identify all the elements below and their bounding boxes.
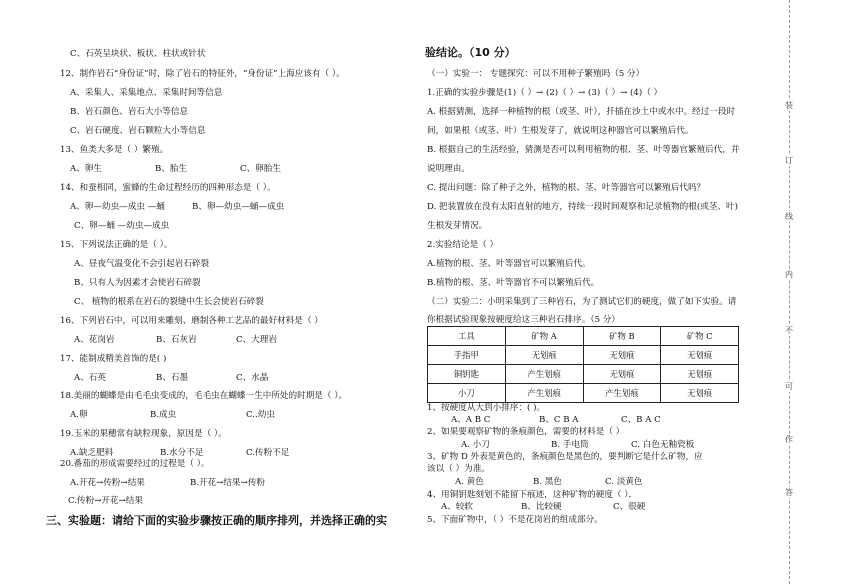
q19-option-c: C.传粉不足 — [246, 448, 290, 458]
q13-option-c: C、卵胎生 — [240, 164, 281, 174]
s4-option-c: C、很硬 — [613, 502, 646, 512]
step-d-line2: 生根发芽情况。 — [427, 221, 488, 231]
s2-option-b: B. 手电筒 — [551, 440, 589, 450]
step-b-line2: 说明理由。 — [427, 164, 470, 174]
table-cell: 产生划痕 — [505, 365, 583, 384]
q14-option-c: C、卵—蛹 —幼虫—成虫 — [74, 221, 170, 231]
s3-option-c: C. 淡黄色 — [605, 477, 643, 487]
step-a-line2: 间，如果根（或茎、叶）生根发芽了，就说明这种器官可以繁殖后代。 — [427, 126, 694, 136]
q19-option-a: A.缺乏肥料 — [70, 448, 114, 458]
q20-question: 20.番茄的形成需要经过的过程是（ ）。 — [60, 459, 210, 469]
table-header-cell: 矿物 A — [505, 327, 583, 346]
binding-char: 答 — [785, 488, 793, 497]
table-cell: 产生划痕 — [583, 384, 661, 403]
q12-option-a: A、采集人、采集地点、采集时间等信息 — [70, 88, 223, 98]
table-cell: 无划痕 — [661, 346, 739, 365]
q20-option-c: C.传粉→开花→结果 — [68, 496, 143, 506]
table-cell: 小刀 — [428, 384, 506, 403]
conclusion-option-b: B.植物的根、茎、叶等器官不可以繁殖后代。 — [427, 278, 600, 288]
q18-option-a: A.卵 — [70, 410, 88, 420]
binding-char: 作 — [785, 435, 793, 444]
q17-option-a: A、石英 — [74, 373, 106, 383]
q18-option-b: B.成虫 — [150, 410, 177, 420]
conclusion-question: 2.实验结论是（ ） — [427, 240, 499, 250]
binding-char: 线 — [785, 212, 793, 221]
q15-option-b: B、只有人为因素才会使岩石碎裂 — [74, 278, 201, 288]
q17-option-c: C、水晶 — [236, 373, 269, 383]
step-d-line1: D. 把装置放在没有太阳直射的地方，持续一段时间观察和记录植物的根(或茎、叶) — [427, 202, 738, 212]
s2-option-c: C. 白色无釉瓷板 — [631, 440, 695, 450]
table-row — [428, 365, 739, 384]
s4-option-a: A、较软 — [441, 502, 473, 512]
q17-question: 17、能制成精美首饰的是( ) — [60, 354, 167, 364]
conclusion-option-a: A.植物的根、茎、叶等器官可以繁殖后代。 — [427, 259, 591, 269]
q16-question: 16、下列岩石中，可以用来雕刻、磨制各种工艺品的最好材料是（ ） — [60, 316, 323, 326]
table-cell: 无划痕 — [661, 384, 739, 403]
table-header-row — [428, 327, 739, 346]
q11-option-c: C、石英呈块状、板状、柱状或针状 — [70, 49, 206, 59]
binding-char: 内 — [785, 270, 793, 279]
s4-option-b: B、比较硬 — [521, 502, 562, 512]
q17-option-b: B、石墨 — [156, 373, 189, 383]
table-cell: 手指甲 — [428, 346, 506, 365]
step-b-line1: B. 根据自己的生活经验，猜测是否可以利用植物的根、茎、叶等器官繁殖后代，并 — [427, 145, 740, 155]
step-c: C. 提出问题：除了种子之外，植物的根、茎、叶等器官可以繁殖后代吗？ — [427, 183, 706, 193]
binding-char: 装 — [785, 101, 793, 110]
s1-option-b: B、C B A — [539, 415, 579, 425]
exp1-title: （一）实验一： 专题探究：可以不用种子繁殖吗（5 分） — [427, 69, 645, 79]
q15-question: 15、下列说法正确的是（ ）。 — [60, 240, 173, 250]
q13-option-b: B、胎生 — [155, 164, 188, 174]
s2-option-a: A. 小刀 — [461, 440, 490, 450]
table-cell: 无划痕 — [661, 365, 739, 384]
s1-question: 1、按硬度从大到小排序：( )。 — [427, 403, 546, 413]
q18-question: 18.美丽的蝴蝶是由毛毛虫变成的，毛毛虫在蝴蝶一生中所处的时期是（ ）。 — [60, 391, 348, 401]
s3-question-cont: 该以（ ）为准。 — [427, 464, 490, 474]
section3-heading: 三、实验题：请给下面的实验步骤按正确的顺序排列，并选择正确的实 — [46, 514, 387, 527]
binding-char: 可 — [785, 382, 793, 391]
s3-question: 3、矿物 D 外表是黄色的，条痕颜色是黑色的，要判断它是什么矿物，应 — [427, 452, 703, 462]
q15-option-a: A、昼夜气温变化不会引起岩石碎裂 — [74, 259, 210, 269]
s3-option-a: A. 黄色 — [455, 477, 484, 487]
q14-option-b: B、卵—幼虫—蛹—成虫 — [192, 202, 285, 212]
s1-option-a: A、A B C — [451, 415, 491, 425]
q12-question: 12、制作岩石“身份证”时，除了岩石的特征外，“身份证”上海应该有（ ）。 — [60, 69, 345, 79]
s5-question: 5、下面矿物中，（ ）不是花岗岩的组成部分。 — [427, 515, 603, 525]
q12-option-b: B、岩石颜色、岩石大小等信息 — [70, 107, 189, 117]
q14-question: 14、和蚕相同，蜜蜂的生命过程经历的四种形态是（ ）。 — [60, 183, 276, 193]
q13-option-a: A、卵生 — [70, 164, 102, 174]
table-row — [428, 384, 739, 403]
s1-option-c: C、B A C — [621, 415, 661, 425]
binding-line — [783, 0, 795, 584]
step-a-line1: A. 根据猜测，选择一种植物的根（或茎、叶），扦插在沙土中或水中。经过一段时 — [427, 107, 736, 117]
table-cell: 产生划痕 — [505, 384, 583, 403]
table-row — [428, 346, 739, 365]
q19-option-b: B.水分不足 — [160, 448, 204, 458]
table-header-cell: 工具 — [428, 327, 506, 346]
q18-option-c: C..幼虫 — [246, 410, 275, 420]
binding-char: 不 — [785, 326, 793, 335]
q19-question: 19.玉米的果穗常有缺粒现象，原因是（ ）。 — [60, 429, 227, 439]
section3-heading-cont: 验结论。（10 分） — [425, 46, 516, 59]
q16-option-b: B、石灰岩 — [156, 335, 197, 345]
table-cell: 无划痕 — [583, 365, 661, 384]
s2-question: 2、如果要观察矿物的条痕颜色，需要的材料是（ ） — [427, 427, 625, 437]
exp1-steps: 1.正确的实验步骤是(1)（ ）→ (2)（ ）→ (3)（ ）→ (4)（ ） — [427, 88, 663, 98]
exp2-title-line2: 你根据试验现象按硬度给这三种岩石排序。（5 分） — [427, 315, 620, 325]
q16-option-a: A、花岗岩 — [74, 335, 115, 345]
q20-option-b: B.开花→结果→传粉 — [190, 478, 266, 488]
table-header-cell: 矿物 C — [661, 327, 739, 346]
q12-option-c: C、岩石硬度、岩石颗粒大小等信息 — [70, 126, 206, 136]
q16-option-c: C、大理岩 — [236, 335, 277, 345]
table-cell: 无划痕 — [505, 346, 583, 365]
s3-option-b: B. 黑色 — [533, 477, 562, 487]
binding-char: 订 — [785, 156, 793, 165]
q20-option-a: A.开花→传粉→结果 — [70, 478, 145, 488]
table-header-cell: 矿物 B — [583, 327, 661, 346]
q15-option-c: C、 植物的根系在岩石的裂缝中生长会使岩石碎裂 — [74, 297, 264, 307]
hardness-table — [427, 326, 739, 403]
exp2-title-line1: （二）实验二：小明采集到了三种岩石，为了测试它们的硬度，做了如下实验。请 — [427, 297, 737, 307]
q13-question: 13、鱼类大多是（ ）繁殖。 — [60, 145, 169, 155]
q14-option-a: A、卵—幼虫—成虫 —蛹 — [70, 202, 165, 212]
table-cell: 铜钥匙 — [428, 365, 506, 384]
table-cell: 无划痕 — [583, 346, 661, 365]
s4-question: 4、用铜钥匙刻划不能留下痕迹，这种矿物的硬度（ ）． — [427, 490, 638, 500]
